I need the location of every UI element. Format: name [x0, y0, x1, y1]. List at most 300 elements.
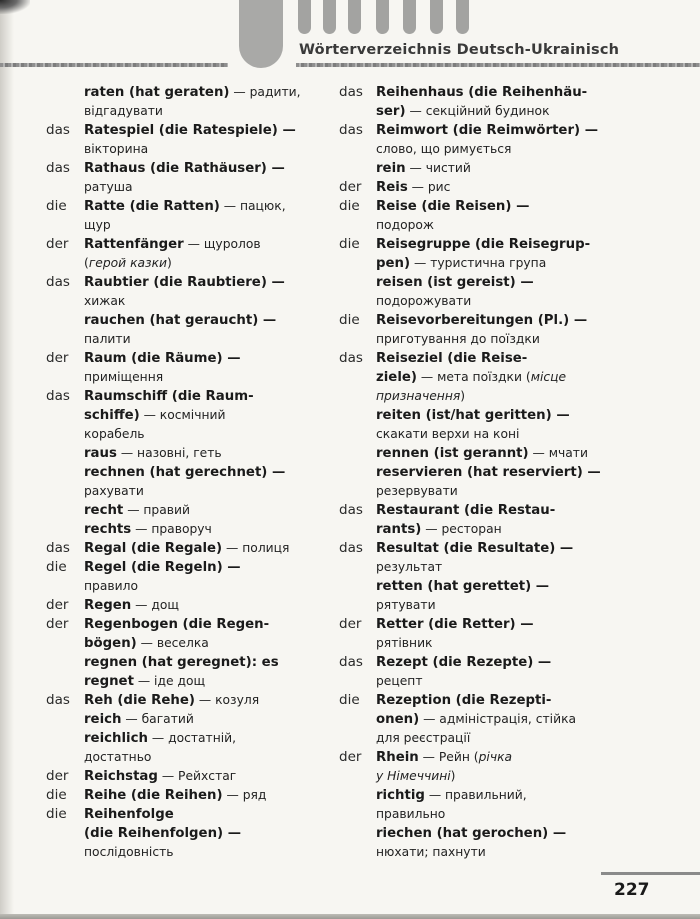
article: das — [339, 654, 363, 670]
headword: recht — [84, 503, 124, 518]
headword: reich — [84, 712, 122, 727]
dictionary-line — [46, 463, 336, 482]
headword: schiffe) — [84, 408, 140, 423]
page-binding-shadow — [0, 0, 14, 919]
entry-text — [84, 254, 172, 273]
dictionary-line — [46, 615, 336, 634]
headword: riechen (hat gerochen) — — [376, 826, 567, 841]
headword: Rezept (die Rezepte) — — [376, 655, 552, 670]
dictionary-line — [46, 254, 336, 273]
article: die — [46, 198, 67, 214]
dictionary-line — [46, 387, 336, 406]
headword: Regenbogen (die Regen- — [84, 617, 270, 632]
dictionary-line — [339, 387, 659, 406]
dictionary-line — [46, 786, 336, 805]
entry-text — [84, 691, 259, 710]
dictionary-line — [46, 444, 336, 463]
translation: приміщення — [84, 370, 164, 384]
article: die — [339, 198, 360, 214]
entry-text — [84, 235, 261, 254]
translation: послідовність — [84, 845, 174, 859]
entry-text — [376, 501, 555, 520]
dictionary-line — [339, 83, 659, 102]
entry-text — [376, 767, 455, 786]
page-bottom-edge — [0, 914, 700, 919]
dictionary-line — [46, 729, 336, 748]
dictionary-line — [339, 710, 659, 729]
headword: Reis — [376, 180, 408, 195]
dictionary-line — [339, 482, 659, 501]
dictionary-line — [46, 501, 336, 520]
dictionary-column-left — [46, 83, 336, 862]
entry-text — [84, 349, 241, 368]
footer-rule — [601, 872, 700, 875]
entry-text — [84, 710, 194, 729]
headword: raten (hat geraten) — [84, 85, 230, 100]
entry-text — [376, 843, 486, 862]
translation: рахувати — [84, 484, 144, 498]
entry-text — [376, 292, 471, 311]
dictionary-line — [46, 406, 336, 425]
headword: ser) — [376, 104, 406, 119]
translation: — достатній, — [147, 731, 237, 745]
dictionary-line — [46, 292, 336, 311]
entry-text — [376, 387, 465, 406]
dictionary-line — [46, 349, 336, 368]
entry-text — [376, 634, 433, 653]
dictionary-line — [46, 83, 336, 102]
translation: — чистий — [405, 161, 471, 175]
headword: (die Reihenfolgen) — — [84, 826, 242, 841]
translation: для реєстрації — [376, 731, 471, 745]
translation: рятувати — [376, 598, 436, 612]
dictionary-line — [339, 463, 659, 482]
dictionary-line — [339, 102, 659, 121]
headword: onen) — [376, 712, 420, 727]
entry-text — [84, 786, 266, 805]
dictionary-line — [339, 501, 659, 520]
article: der — [46, 616, 69, 632]
header-title: Wörterverzeichnis Deutsch-Ukrainisch — [299, 42, 620, 58]
article: das — [339, 350, 363, 366]
headword: Retter (die Retter) — — [376, 617, 534, 632]
header-rule-right — [296, 63, 700, 67]
dictionary-line — [46, 748, 336, 767]
translation: — козуля — [194, 693, 260, 707]
entry-text — [376, 311, 587, 330]
entry-text — [376, 444, 588, 463]
dictionary-line — [46, 311, 336, 330]
headword: richtig — [376, 788, 425, 803]
dictionary-line — [46, 216, 336, 235]
translation: ) — [460, 389, 466, 403]
headword: Rattenfänger — [84, 237, 184, 252]
headword: Regen — [84, 598, 132, 613]
dictionary-line — [46, 140, 336, 159]
headword: rants) — [376, 522, 422, 537]
translation: — багатий — [121, 712, 194, 726]
dictionary-line — [339, 140, 659, 159]
translation: — мчати — [528, 446, 588, 460]
entry-text — [84, 520, 212, 539]
article: das — [46, 122, 70, 138]
entry-text — [376, 805, 445, 824]
dictionary-line — [339, 368, 659, 387]
entry-text — [376, 330, 540, 349]
entry-text — [376, 558, 442, 577]
dictionary-line — [46, 273, 336, 292]
dictionary-line — [339, 425, 659, 444]
article: das — [46, 692, 70, 708]
article: das — [46, 274, 70, 290]
headword: Ratespiel (die Ratespiele) — — [84, 123, 296, 138]
article: der — [46, 236, 69, 252]
translation: — Рейхстаг — [157, 769, 237, 783]
translation: — праворуч — [131, 522, 212, 536]
headword: regnen (hat geregnet): es — [84, 655, 279, 670]
headword: reservieren (hat reserviert) — — [376, 465, 601, 480]
entry-text — [376, 729, 470, 748]
entry-text — [84, 653, 279, 672]
dictionary-line — [46, 235, 336, 254]
entry-text — [376, 197, 529, 216]
dictionary-line — [46, 482, 336, 501]
translation: — космічний — [139, 408, 226, 422]
entry-text — [376, 178, 450, 197]
entry-text — [84, 843, 174, 862]
entry-text — [84, 197, 286, 216]
dictionary-line — [339, 843, 659, 862]
translation-note: у Німеччині — [376, 769, 451, 783]
headword: Rhein — [376, 750, 419, 765]
article: die — [46, 806, 67, 822]
translation: — веселка — [136, 636, 209, 650]
article: die — [46, 559, 67, 575]
entry-text — [84, 596, 179, 615]
entry-text — [376, 425, 519, 444]
dictionary-line — [339, 520, 659, 539]
dictionary-line — [339, 577, 659, 596]
headword: raus — [84, 446, 117, 461]
dictionary-line — [339, 805, 659, 824]
headword: Reihenhaus (die Reihenhäu- — [376, 85, 588, 100]
dictionary-line — [46, 577, 336, 596]
dictionary-line — [339, 767, 659, 786]
translation: відгадувати — [84, 104, 163, 118]
dictionary-column-right — [339, 83, 659, 862]
entry-text — [376, 216, 434, 235]
entry-text — [376, 596, 436, 615]
headword: Reise (die Reisen) — — [376, 199, 530, 214]
dictionary-line — [46, 653, 336, 672]
translation: ) — [167, 256, 172, 270]
translation: ( — [84, 256, 89, 270]
translation: — радити, — [229, 85, 301, 99]
dictionary-line — [339, 634, 659, 653]
dictionary-line — [339, 444, 659, 463]
translation: хижак — [84, 294, 126, 308]
headword: Rezeption (die Rezepti- — [376, 693, 552, 708]
entry-text — [84, 140, 148, 159]
translation: рецепт — [376, 674, 423, 688]
headword: Rathaus (die Rathäuser) — — [84, 161, 285, 176]
translation: — ресторан — [421, 522, 502, 536]
article: die — [339, 236, 360, 252]
headword: Raum (die Räume) — — [84, 351, 241, 366]
dictionary-line — [339, 235, 659, 254]
translation: — Рейн ( — [418, 750, 479, 764]
translation-note: призначення — [376, 389, 461, 403]
entry-text — [84, 102, 163, 121]
dictionary-line — [339, 786, 659, 805]
entry-text — [84, 672, 205, 691]
headword: Regal (die Regale) — [84, 541, 223, 556]
translation: — рис — [407, 180, 451, 194]
entry-text — [84, 482, 144, 501]
entry-text — [376, 691, 551, 710]
headword: Raumschiff (die Raum- — [84, 389, 254, 404]
entry-text — [84, 729, 236, 748]
dictionary-line — [46, 368, 336, 387]
translation: подорож — [376, 218, 434, 232]
entry-text — [376, 121, 598, 140]
entry-text — [376, 615, 534, 634]
headword: rein — [376, 161, 406, 176]
entry-text — [84, 444, 222, 463]
headword: rennen (ist gerannt) — [376, 446, 529, 461]
entry-text — [376, 653, 551, 672]
entry-text — [376, 482, 458, 501]
dictionary-line — [339, 178, 659, 197]
dictionary-line — [46, 691, 336, 710]
headword: Reisevorbereitungen (Pl.) — — [376, 313, 588, 328]
translation: правильно — [376, 807, 446, 821]
translation: — назовні, геть — [116, 446, 222, 460]
entry-text — [376, 273, 534, 292]
dictionary-line — [46, 843, 336, 862]
dictionary-line — [46, 520, 336, 539]
article: das — [339, 540, 363, 556]
headword: Regel (die Regeln) — — [84, 560, 241, 575]
decorative-bar-icon — [403, 0, 416, 34]
translation: приготування до поїздки — [376, 332, 540, 346]
headword: ziele) — [376, 370, 417, 385]
dictionary-line — [339, 292, 659, 311]
translation: — пацюк, — [219, 199, 286, 213]
headword: reichlich — [84, 731, 148, 746]
dictionary-line — [339, 558, 659, 577]
entry-text — [376, 463, 601, 482]
headword: Raubtier (die Raubtiere) — — [84, 275, 285, 290]
translation: правило — [84, 579, 139, 593]
dictionary-line — [339, 653, 659, 672]
article: der — [339, 749, 362, 765]
translation-note: річка — [478, 750, 513, 764]
entry-text — [84, 501, 190, 520]
entry-text — [84, 824, 241, 843]
translation: палити — [84, 332, 131, 346]
translation: — дощ — [131, 598, 179, 612]
translation: — правильний, — [424, 788, 527, 802]
translation: скакати верхи на коні — [376, 427, 520, 441]
entry-text — [376, 254, 546, 273]
headword: Reimwort (die Reimwörter) — — [376, 123, 599, 138]
dictionary-line — [339, 691, 659, 710]
dictionary-line — [46, 596, 336, 615]
headword: Reichstag — [84, 769, 158, 784]
decorative-bar-icon — [323, 0, 336, 34]
entry-text — [84, 83, 301, 102]
translation: — мета поїздки ( — [416, 370, 531, 384]
article: die — [339, 312, 360, 328]
decorative-tab-icon — [239, 0, 283, 68]
entry-text — [84, 387, 254, 406]
translation-note: герой казки — [88, 256, 167, 270]
article: der — [46, 768, 69, 784]
article: die — [46, 787, 67, 803]
translation: — адміністрація, стійка — [419, 712, 577, 726]
article: der — [46, 597, 69, 613]
headword: pen) — [376, 256, 411, 271]
headword: Restaurant (die Restau- — [376, 503, 556, 518]
article: der — [46, 350, 69, 366]
entry-text — [376, 520, 502, 539]
dictionary-line — [339, 311, 659, 330]
dictionary-line — [46, 634, 336, 653]
dictionary-line — [46, 558, 336, 577]
entry-text — [84, 406, 226, 425]
entry-text — [376, 235, 590, 254]
article: das — [46, 160, 70, 176]
entry-text — [84, 159, 285, 178]
translation: — туристична група — [410, 256, 547, 270]
dictionary-line — [46, 197, 336, 216]
entry-text — [84, 577, 138, 596]
translation: ратуша — [84, 180, 133, 194]
decorative-bar-icon — [298, 0, 311, 34]
dictionary-line — [339, 596, 659, 615]
article: das — [46, 540, 70, 556]
headword: rechnen (hat gerechnet) — — [84, 465, 286, 480]
entry-text — [84, 767, 236, 786]
translation: — щуролов — [183, 237, 261, 251]
entry-text — [376, 102, 550, 121]
translation: — секційний будинок — [405, 104, 550, 118]
dictionary-line — [339, 159, 659, 178]
decorative-bar-icon — [430, 0, 443, 34]
translation: результат — [376, 560, 443, 574]
entry-text — [376, 368, 566, 387]
headword: reiten (ist/hat geritten) — — [376, 408, 570, 423]
entry-text — [84, 425, 145, 444]
entry-text — [376, 406, 570, 425]
headword: Reihe (die Reihen) — [84, 788, 223, 803]
dictionary-line — [339, 824, 659, 843]
entry-text — [84, 311, 276, 330]
dictionary-line — [339, 539, 659, 558]
translation: достатньо — [84, 750, 152, 764]
dictionary-line — [46, 672, 336, 691]
entry-text — [84, 463, 285, 482]
headword: rechts — [84, 522, 132, 537]
article: das — [46, 388, 70, 404]
decorative-bar-icon — [376, 0, 389, 34]
entry-text — [376, 786, 527, 805]
translation: нюхати; пахнути — [376, 845, 486, 859]
dictionary-line — [339, 273, 659, 292]
header-rule-left — [0, 63, 228, 67]
dictionary-line — [46, 767, 336, 786]
dictionary-line — [339, 748, 659, 767]
dictionary-line — [46, 178, 336, 197]
translation: — правий — [123, 503, 191, 517]
dictionary-line — [339, 254, 659, 273]
translation: щур — [84, 218, 111, 232]
dictionary-line — [339, 729, 659, 748]
entry-text — [376, 672, 423, 691]
dictionary-line — [339, 349, 659, 368]
translation: корабель — [84, 427, 145, 441]
article: die — [339, 692, 360, 708]
headword: regnet — [84, 674, 134, 689]
dictionary-line — [46, 425, 336, 444]
headword: reisen (ist gereist) — — [376, 275, 534, 290]
translation: вікторина — [84, 142, 149, 156]
translation: ) — [450, 769, 456, 783]
entry-text — [376, 539, 573, 558]
headword: Reihenfolge — [84, 807, 174, 822]
entry-text — [84, 748, 151, 767]
dictionary-line — [339, 330, 659, 349]
entry-text — [84, 615, 269, 634]
dictionary-line — [339, 121, 659, 140]
dictionary-line — [46, 710, 336, 729]
article: der — [339, 179, 362, 195]
translation: слово, що римується — [376, 142, 512, 156]
translation: резервувати — [376, 484, 458, 498]
entry-text — [84, 368, 163, 387]
translation-note: місце — [530, 370, 567, 384]
article: das — [339, 502, 363, 518]
dictionary-line — [339, 216, 659, 235]
decorative-bar-icon — [348, 0, 361, 34]
entry-text — [84, 121, 296, 140]
translation: рятівник — [376, 636, 433, 650]
dictionary-line — [46, 102, 336, 121]
dictionary-line — [46, 539, 336, 558]
headword: Reisegruppe (die Reisegrup- — [376, 237, 591, 252]
entry-text — [376, 824, 566, 843]
headword: bögen) — [84, 636, 137, 651]
dictionary-line — [339, 672, 659, 691]
dictionary-line — [46, 159, 336, 178]
article: der — [339, 616, 362, 632]
entry-text — [84, 178, 133, 197]
entry-text — [84, 273, 285, 292]
entry-text — [376, 159, 471, 178]
translation: — іде дощ — [133, 674, 206, 688]
dictionary-line — [339, 615, 659, 634]
headword: retten (hat gerettet) — — [376, 579, 550, 594]
headword: Reiseziel (die Reise- — [376, 351, 528, 366]
decorative-bar-icon — [456, 0, 469, 34]
dictionary-line — [339, 406, 659, 425]
entry-text — [84, 634, 209, 653]
entry-text — [376, 748, 512, 767]
page-number: 227 — [614, 880, 650, 900]
translation: — полиця — [222, 541, 290, 555]
dictionary-line — [46, 824, 336, 843]
